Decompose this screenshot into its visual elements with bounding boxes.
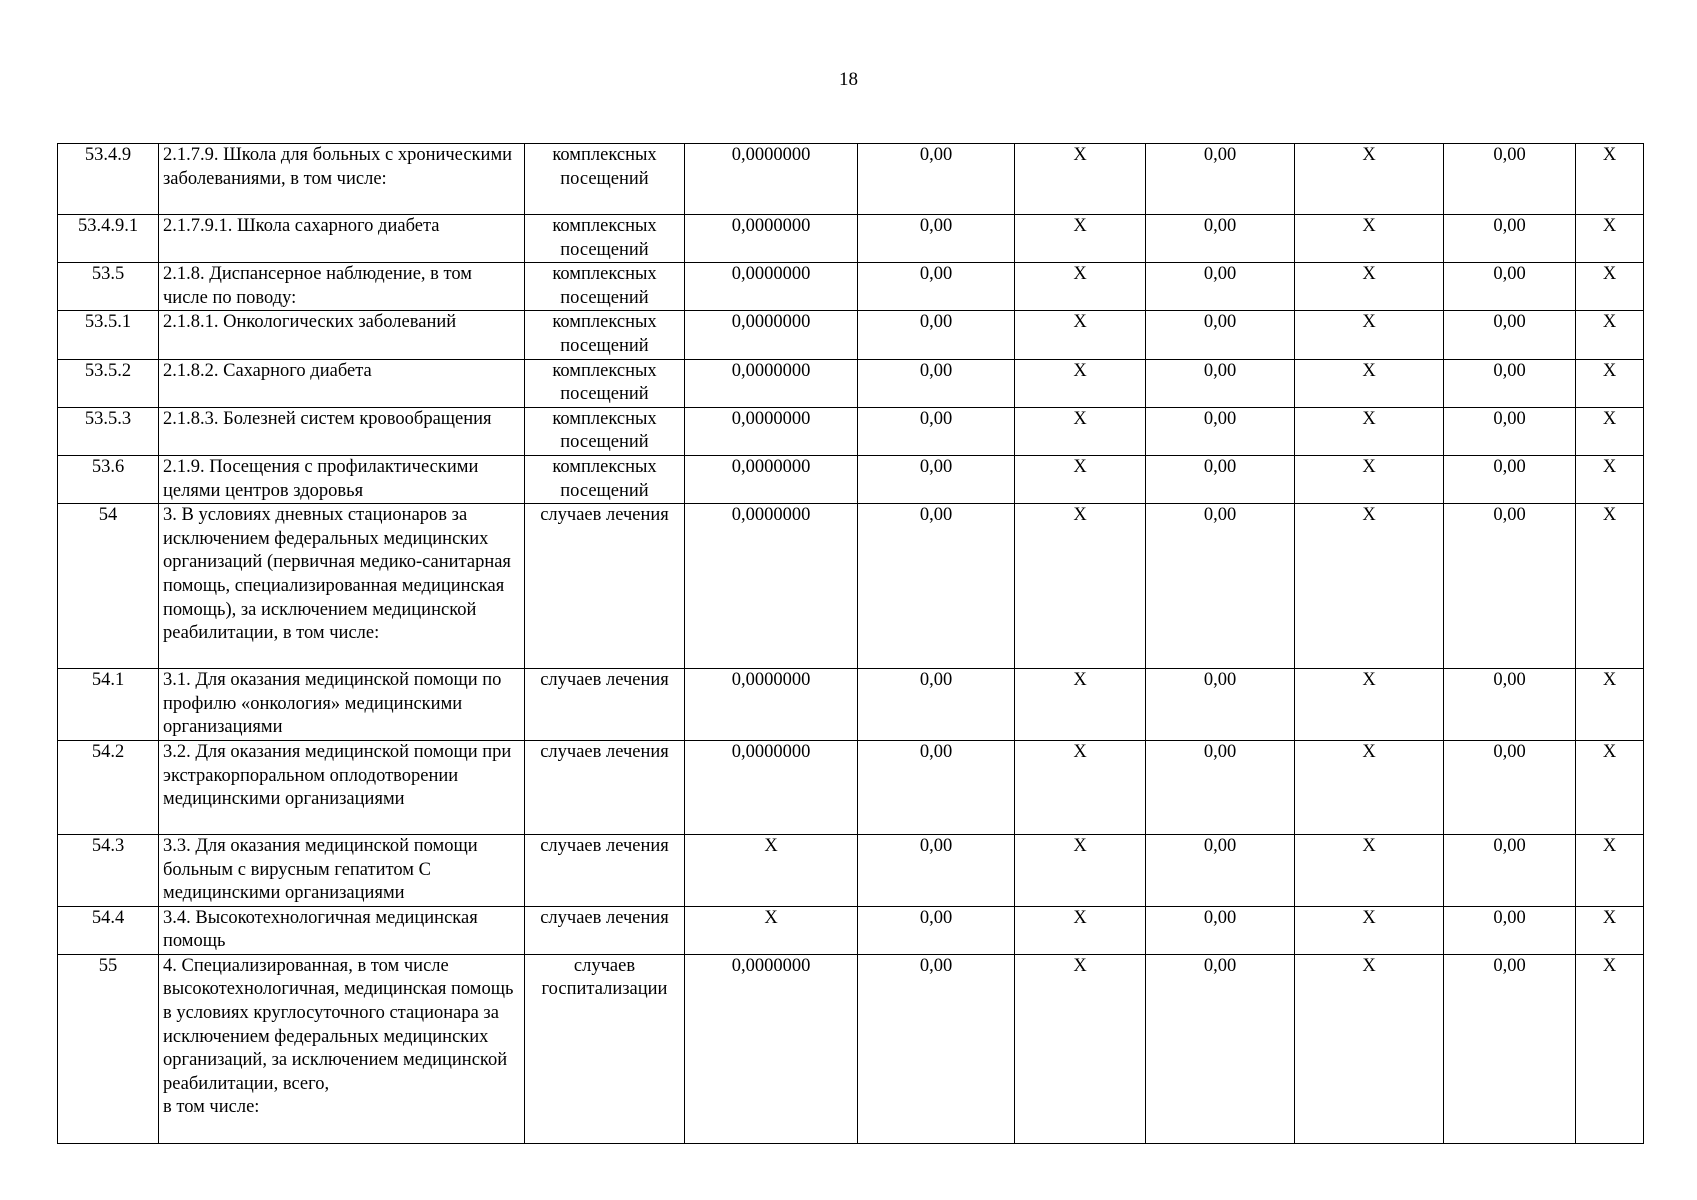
value-cell-1: X xyxy=(685,906,858,954)
row-number-cell: 54.4 xyxy=(58,906,159,954)
value-cell-5: X xyxy=(1295,215,1444,263)
value-cell-1: 0,0000000 xyxy=(685,215,858,263)
value-cell-5: X xyxy=(1295,455,1444,503)
value-cell-2: 0,00 xyxy=(858,144,1015,215)
value-cell-3: X xyxy=(1015,954,1146,1143)
value-cell-4: 0,00 xyxy=(1146,504,1295,669)
value-cell-1: X xyxy=(685,834,858,906)
row-number-cell: 54.2 xyxy=(58,740,159,834)
value-cell-2: 0,00 xyxy=(858,455,1015,503)
row-unit-cell: случаев лечения xyxy=(525,504,685,669)
value-cell-3: X xyxy=(1015,504,1146,669)
row-unit-cell: случаев лечения xyxy=(525,669,685,741)
value-cell-1: 0,0000000 xyxy=(685,263,858,311)
row-number-cell: 53.5.1 xyxy=(58,311,159,359)
row-number-cell: 54 xyxy=(58,504,159,669)
table-row xyxy=(58,906,1644,954)
row-unit-cell: комплексных посещений xyxy=(525,455,685,503)
value-cell-6: 0,00 xyxy=(1444,311,1576,359)
value-cell-3: X xyxy=(1015,144,1146,215)
table-row xyxy=(58,311,1644,359)
value-cell-6: 0,00 xyxy=(1444,215,1576,263)
row-number-cell: 53.5.3 xyxy=(58,407,159,455)
row-name-cell: 3.4. Высокотехнологичная медицинская помощь xyxy=(159,906,525,954)
value-cell-4: 0,00 xyxy=(1146,740,1295,834)
value-cell-5: X xyxy=(1295,504,1444,669)
value-cell-1: 0,0000000 xyxy=(685,407,858,455)
value-cell-2: 0,00 xyxy=(858,311,1015,359)
table-row xyxy=(58,669,1644,741)
value-cell-4: 0,00 xyxy=(1146,834,1295,906)
value-cell-6: 0,00 xyxy=(1444,834,1576,906)
value-cell-5: X xyxy=(1295,407,1444,455)
value-cell-2: 0,00 xyxy=(858,215,1015,263)
value-cell-7: X xyxy=(1576,407,1644,455)
row-number-cell: 55 xyxy=(58,954,159,1143)
value-cell-1: 0,0000000 xyxy=(685,144,858,215)
page-number: 18 xyxy=(839,69,858,90)
value-cell-2: 0,00 xyxy=(858,407,1015,455)
value-cell-4: 0,00 xyxy=(1146,263,1295,311)
table-row xyxy=(58,263,1644,311)
value-cell-7: X xyxy=(1576,455,1644,503)
table-row xyxy=(58,504,1644,669)
value-cell-6: 0,00 xyxy=(1444,906,1576,954)
table-row xyxy=(58,144,1644,215)
row-unit-cell: комплексных посещений xyxy=(525,144,685,215)
value-cell-4: 0,00 xyxy=(1146,144,1295,215)
row-number-cell: 54.3 xyxy=(58,834,159,906)
row-name-cell: 3.3. Для оказания медицинской помощи больным с вирусным гепатитом С медицинскими организациями xyxy=(159,834,525,906)
row-number-cell: 53.4.9 xyxy=(58,144,159,215)
value-cell-7: X xyxy=(1576,504,1644,669)
value-cell-5: X xyxy=(1295,954,1444,1143)
value-cell-3: X xyxy=(1015,359,1146,407)
row-name-cell: 2.1.8.3. Болезней систем кровообращения xyxy=(159,407,525,455)
value-cell-3: X xyxy=(1015,669,1146,741)
table-row xyxy=(58,359,1644,407)
value-cell-4: 0,00 xyxy=(1146,215,1295,263)
data-table xyxy=(57,143,1644,1144)
value-cell-2: 0,00 xyxy=(858,740,1015,834)
value-cell-5: X xyxy=(1295,359,1444,407)
value-cell-6: 0,00 xyxy=(1444,144,1576,215)
row-unit-cell: комплексных посещений xyxy=(525,311,685,359)
value-cell-4: 0,00 xyxy=(1146,954,1295,1143)
row-unit-cell: комплексных посещений xyxy=(525,359,685,407)
row-number-cell: 53.5 xyxy=(58,263,159,311)
row-name-cell: 2.1.8.1. Онкологических заболеваний xyxy=(159,311,525,359)
value-cell-3: X xyxy=(1015,215,1146,263)
value-cell-4: 0,00 xyxy=(1146,407,1295,455)
row-unit-cell: случаев лечения xyxy=(525,834,685,906)
value-cell-7: X xyxy=(1576,359,1644,407)
value-cell-7: X xyxy=(1576,263,1644,311)
value-cell-1: 0,0000000 xyxy=(685,504,858,669)
table-body xyxy=(58,144,1644,1144)
value-cell-5: X xyxy=(1295,740,1444,834)
value-cell-1: 0,0000000 xyxy=(685,669,858,741)
value-cell-7: X xyxy=(1576,740,1644,834)
value-cell-5: X xyxy=(1295,311,1444,359)
value-cell-1: 0,0000000 xyxy=(685,954,858,1143)
table-row xyxy=(58,215,1644,263)
row-name-cell: 2.1.7.9.1. Школа сахарного диабета xyxy=(159,215,525,263)
value-cell-3: X xyxy=(1015,906,1146,954)
row-unit-cell: комплексных посещений xyxy=(525,263,685,311)
value-cell-1: 0,0000000 xyxy=(685,311,858,359)
value-cell-7: X xyxy=(1576,906,1644,954)
row-name-cell: 2.1.9. Посещения с профилактическими целями центров здоровья xyxy=(159,455,525,503)
value-cell-2: 0,00 xyxy=(858,359,1015,407)
table-row xyxy=(58,954,1644,1143)
value-cell-4: 0,00 xyxy=(1146,455,1295,503)
row-number-cell: 53.4.9.1 xyxy=(58,215,159,263)
value-cell-6: 0,00 xyxy=(1444,455,1576,503)
value-cell-6: 0,00 xyxy=(1444,504,1576,669)
value-cell-5: X xyxy=(1295,669,1444,741)
value-cell-7: X xyxy=(1576,954,1644,1143)
value-cell-5: X xyxy=(1295,834,1444,906)
value-cell-6: 0,00 xyxy=(1444,407,1576,455)
value-cell-6: 0,00 xyxy=(1444,740,1576,834)
row-name-cell: 4. Специализированная, в том числе высокотехнологичная, медицинская помощь в условиях круглосуточного стационара за исключением федеральных медицинских организаций, за исключением медицинской реабилитации, всего, в том числе: xyxy=(159,954,525,1143)
value-cell-7: X xyxy=(1576,215,1644,263)
value-cell-5: X xyxy=(1295,263,1444,311)
value-cell-7: X xyxy=(1576,834,1644,906)
value-cell-4: 0,00 xyxy=(1146,359,1295,407)
table-row xyxy=(58,455,1644,503)
value-cell-2: 0,00 xyxy=(858,906,1015,954)
value-cell-1: 0,0000000 xyxy=(685,455,858,503)
row-number-cell: 53.6 xyxy=(58,455,159,503)
value-cell-4: 0,00 xyxy=(1146,906,1295,954)
value-cell-3: X xyxy=(1015,263,1146,311)
row-unit-cell: случаев лечения xyxy=(525,906,685,954)
value-cell-2: 0,00 xyxy=(858,669,1015,741)
row-unit-cell: комплексных посещений xyxy=(525,215,685,263)
value-cell-4: 0,00 xyxy=(1146,311,1295,359)
row-unit-cell: случаев лечения xyxy=(525,740,685,834)
row-name-cell: 2.1.7.9. Школа для больных с хроническими заболеваниями, в том числе: xyxy=(159,144,525,215)
value-cell-7: X xyxy=(1576,669,1644,741)
value-cell-5: X xyxy=(1295,144,1444,215)
value-cell-3: X xyxy=(1015,834,1146,906)
value-cell-2: 0,00 xyxy=(858,834,1015,906)
table-row xyxy=(58,407,1644,455)
value-cell-6: 0,00 xyxy=(1444,263,1576,311)
value-cell-3: X xyxy=(1015,455,1146,503)
row-name-cell: 3.2. Для оказания медицинской помощи при экстракорпоральном оплодотворении медицинскими организациями xyxy=(159,740,525,834)
value-cell-1: 0,0000000 xyxy=(685,740,858,834)
value-cell-3: X xyxy=(1015,740,1146,834)
value-cell-2: 0,00 xyxy=(858,263,1015,311)
row-unit-cell: комплексных посещений xyxy=(525,407,685,455)
value-cell-3: X xyxy=(1015,407,1146,455)
row-name-cell: 3. В условиях дневных стационаров за исключением федеральных медицинских организаций (первичная медико-санитарная помощь, специализированная медицинская помощь), за исключением медицинской реабилитации, в том числе: xyxy=(159,504,525,669)
row-number-cell: 53.5.2 xyxy=(58,359,159,407)
value-cell-5: X xyxy=(1295,906,1444,954)
table-row xyxy=(58,834,1644,906)
row-unit-cell: случаев госпитализации xyxy=(525,954,685,1143)
table-row xyxy=(58,740,1644,834)
row-name-cell: 3.1. Для оказания медицинской помощи по профилю «онкология» медицинскими организациями xyxy=(159,669,525,741)
value-cell-7: X xyxy=(1576,144,1644,215)
row-number-cell: 54.1 xyxy=(58,669,159,741)
row-name-cell: 2.1.8.2. Сахарного диабета xyxy=(159,359,525,407)
value-cell-6: 0,00 xyxy=(1444,359,1576,407)
value-cell-3: X xyxy=(1015,311,1146,359)
value-cell-2: 0,00 xyxy=(858,504,1015,669)
value-cell-6: 0,00 xyxy=(1444,669,1576,741)
value-cell-2: 0,00 xyxy=(858,954,1015,1143)
value-cell-4: 0,00 xyxy=(1146,669,1295,741)
value-cell-1: 0,0000000 xyxy=(685,359,858,407)
row-name-cell: 2.1.8. Диспансерное наблюдение, в том числе по поводу: xyxy=(159,263,525,311)
value-cell-7: X xyxy=(1576,311,1644,359)
value-cell-6: 0,00 xyxy=(1444,954,1576,1143)
